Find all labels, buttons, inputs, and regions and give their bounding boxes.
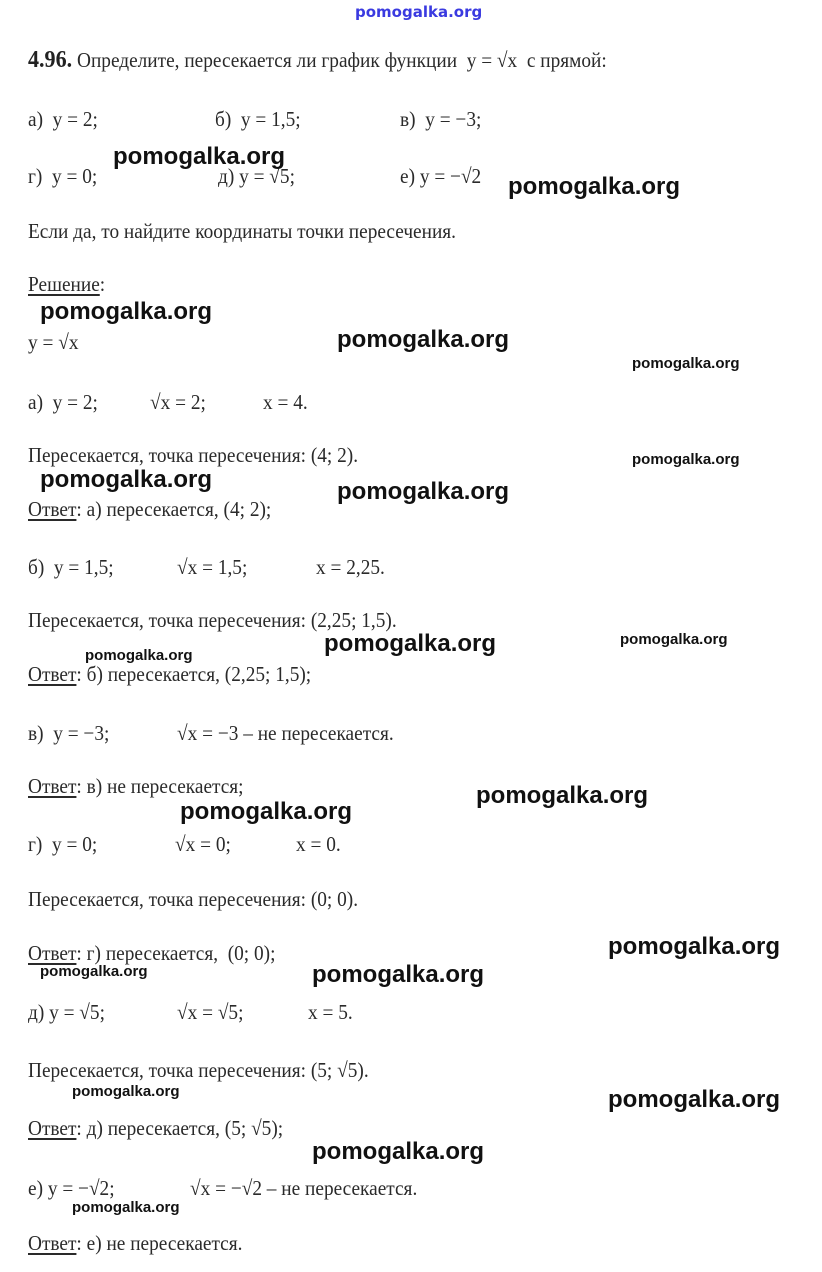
watermark: pomogalka.org [608,1086,781,1113]
part-d-eq3: x = 5. [308,1000,353,1024]
watermark: pomogalka.org [72,1199,180,1216]
watermark: pomogalka.org [180,798,353,825]
part-d-eq1: д) y = √5; [28,1000,105,1024]
header-watermark: pomogalka.org [355,3,483,21]
part-g-result: Пересекается, точка пересечения: (0; 0). [28,887,359,911]
watermark: pomogalka.org [40,466,213,493]
watermark: pomogalka.org [632,451,740,468]
watermark: pomogalka.org [312,961,485,988]
problem-text: Определите, пересекается ли график функции y = √x с прямой: [76,48,607,72]
part-v-answer [28,774,244,798]
part-a-eq3: x = 4. [263,390,308,414]
watermark: pomogalka.org [324,630,497,657]
solution-heading-text: Решение [28,272,100,296]
watermark: pomogalka.org [72,1083,180,1100]
part-d-answer [28,1116,283,1140]
watermark: pomogalka.org [85,647,193,664]
solution-heading [28,272,105,296]
problem-number: 4.96. [28,47,73,73]
answer-text: : д) пересекается, (5; √5); [76,1116,284,1140]
part-b-eq3: x = 2,25. [316,555,385,579]
option-e: е) y = −√2 [400,164,482,188]
answer-text: : е) не пересекается. [76,1231,243,1255]
answer-label: Ответ [28,1116,77,1140]
part-b-eq1: б) y = 1,5; [28,555,114,579]
option-b: б) y = 1,5; [215,107,301,131]
part-a-eq1: а) y = 2; [28,390,98,414]
answer-label: Ответ [28,941,77,965]
watermark: pomogalka.org [312,1138,485,1165]
problem-statement [28,48,607,72]
part-g-eq3: x = 0. [296,832,341,856]
watermark: pomogalka.org [620,631,728,648]
watermark: pomogalka.org [632,355,740,372]
answer-label: Ответ [28,774,77,798]
part-b-answer [28,662,311,686]
option-v: в) y = −3; [400,107,482,131]
watermark: pomogalka.org [40,963,148,980]
answer-text: : г) пересекается, (0; 0); [76,941,276,965]
option-a: а) y = 2; [28,107,98,131]
watermark: pomogalka.org [113,143,286,170]
part-g-eq1: г) y = 0; [28,832,98,856]
part-v-eq1: в) y = −3; [28,721,110,745]
answer-text: : б) пересекается, (2,25; 1,5); [76,662,312,686]
part-b-result: Пересекается, точка пересечения: (2,25; 1,5). [28,608,397,632]
watermark: pomogalka.org [337,326,510,353]
answer-label: Ответ [28,497,77,521]
part-d-result: Пересекается, точка пересечения: (5; √5). [28,1058,369,1082]
option-g: г) y = 0; [28,164,98,188]
part-g-eq2: √x = 0; [175,832,231,856]
watermark: pomogalka.org [476,782,649,809]
part-d-eq2: √x = √5; [177,1000,244,1024]
watermark: pomogalka.org [508,173,681,200]
answer-text: : в) не пересекается; [76,774,244,798]
function-line: y = √x [28,330,79,354]
followup-question: Если да, то найдите координаты точки пересечения. [28,219,457,243]
part-e-eq2: √x = −√2 – не пересекается. [190,1176,418,1200]
watermark: pomogalka.org [608,933,781,960]
part-a-result: Пересекается, точка пересечения: (4; 2). [28,443,359,467]
watermark: pomogalka.org [40,298,213,325]
part-e-answer [28,1231,242,1255]
part-v-eq2: √x = −3 – не пересекается. [177,721,394,745]
solution-heading-colon: : [99,272,106,296]
watermark: pomogalka.org [337,478,510,505]
answer-label: Ответ [28,662,77,686]
option-d: д) y = √5; [218,164,295,188]
part-b-eq2: √x = 1,5; [177,555,248,579]
answer-label: Ответ [28,1231,77,1255]
part-a-answer [28,497,271,521]
part-a-eq2: √x = 2; [150,390,206,414]
part-e-eq1: е) y = −√2; [28,1176,115,1200]
answer-text: : а) пересекается, (4; 2); [76,497,272,521]
part-g-answer [28,941,275,965]
